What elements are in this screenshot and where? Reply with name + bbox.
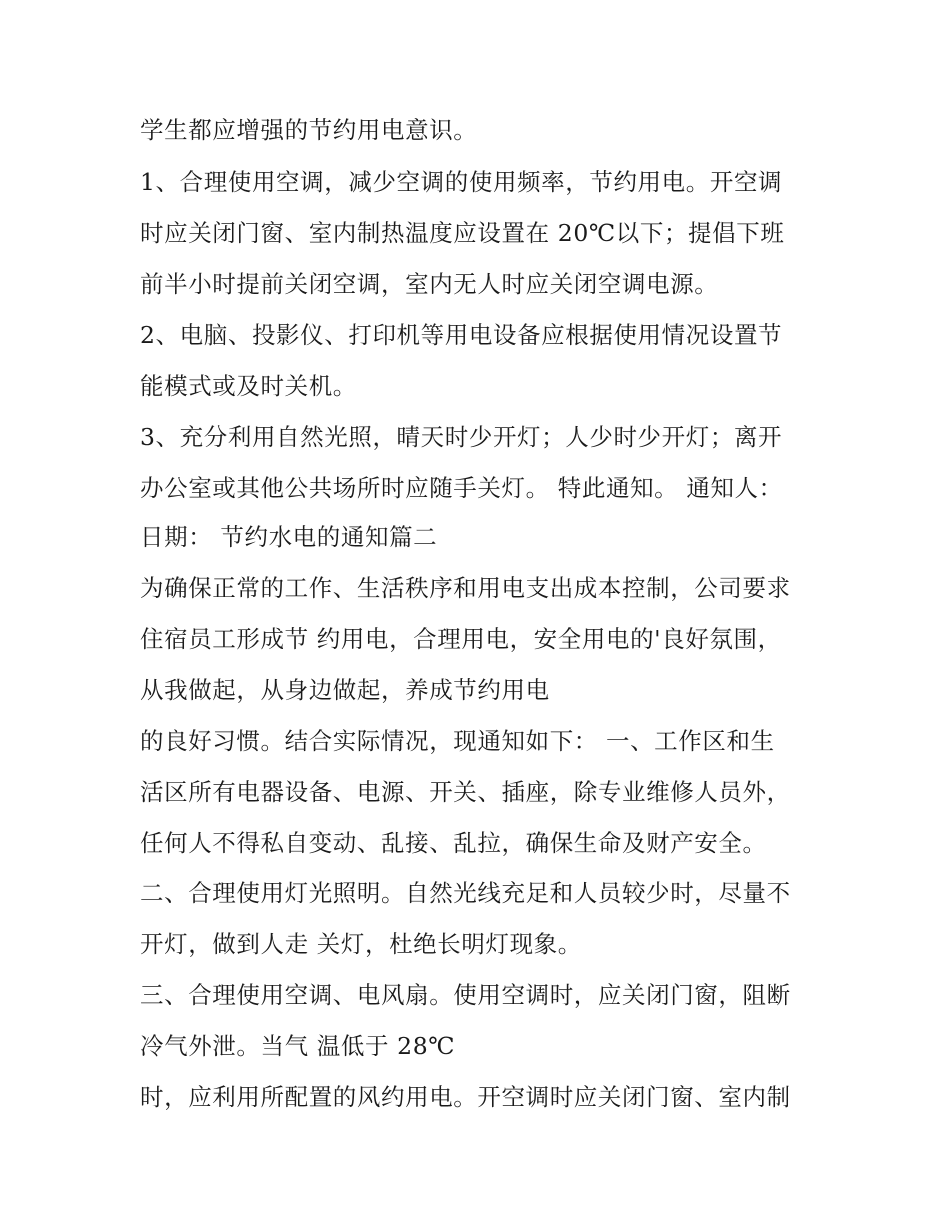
- text-line: 从我做起，从身边做起，养成节约用电: [140, 676, 550, 704]
- text-line: 二、合理使用灯光照明。自然光线充足和人员较少时，尽量不: [140, 879, 791, 907]
- text-line: 办公室或其他公共场所时应随手关灯。 特此通知。 通知人：: [140, 474, 783, 502]
- text-line: 3、充分利用自然光照，晴天时少开灯；人少时少开灯；离开: [140, 423, 783, 451]
- text-line: 前半小时提前关闭空调，室内无人时应关闭空调电源。: [140, 270, 719, 298]
- text-line: 2、电脑、投影仪、打印机等用电设备应根据使用情况设置节: [140, 321, 783, 349]
- text-line: 冷气外泄。当气 温低于 28℃: [140, 1032, 456, 1060]
- text-line: 日期： 节约水电的通知篇二: [140, 523, 438, 551]
- text-line: 1、合理使用空调，减少空调的使用频率，节约用电。开空调: [140, 168, 783, 196]
- text-line: 三、合理使用空调、电风扇。使用空调时，应关闭门窗，阻断: [140, 981, 791, 1009]
- text-line: 时应关闭门窗、室内制热温度应设置在 20℃以下；提倡下班: [140, 219, 785, 247]
- text-line: 时，应利用所配置的风约用电。开空调时应关闭门窗、室内制: [140, 1083, 791, 1111]
- text-line: 为确保正常的工作、生活秩序和用电支出成本控制，公司要求: [140, 574, 791, 602]
- text-line: 任何人不得私自变动、乱接、乱拉，确保生命及财产安全。: [140, 829, 767, 857]
- text-line: 学生都应增强的节约用电意识。: [140, 116, 478, 144]
- text-line: 的良好习惯。结合实际情况，现通知如下： 一、工作区和生: [140, 727, 775, 755]
- text-line: 活区所有电器设备、电源、开关、插座，除专业维修人员外，: [140, 778, 791, 806]
- text-line: 住宿员工形成节 约用电，合理用电，安全用电的'良好氛围，: [140, 625, 782, 653]
- text-line: 能模式或及时关机。: [140, 372, 357, 400]
- text-line: 开灯，做到人走 关灯，杜绝长明灯现象。: [140, 930, 582, 958]
